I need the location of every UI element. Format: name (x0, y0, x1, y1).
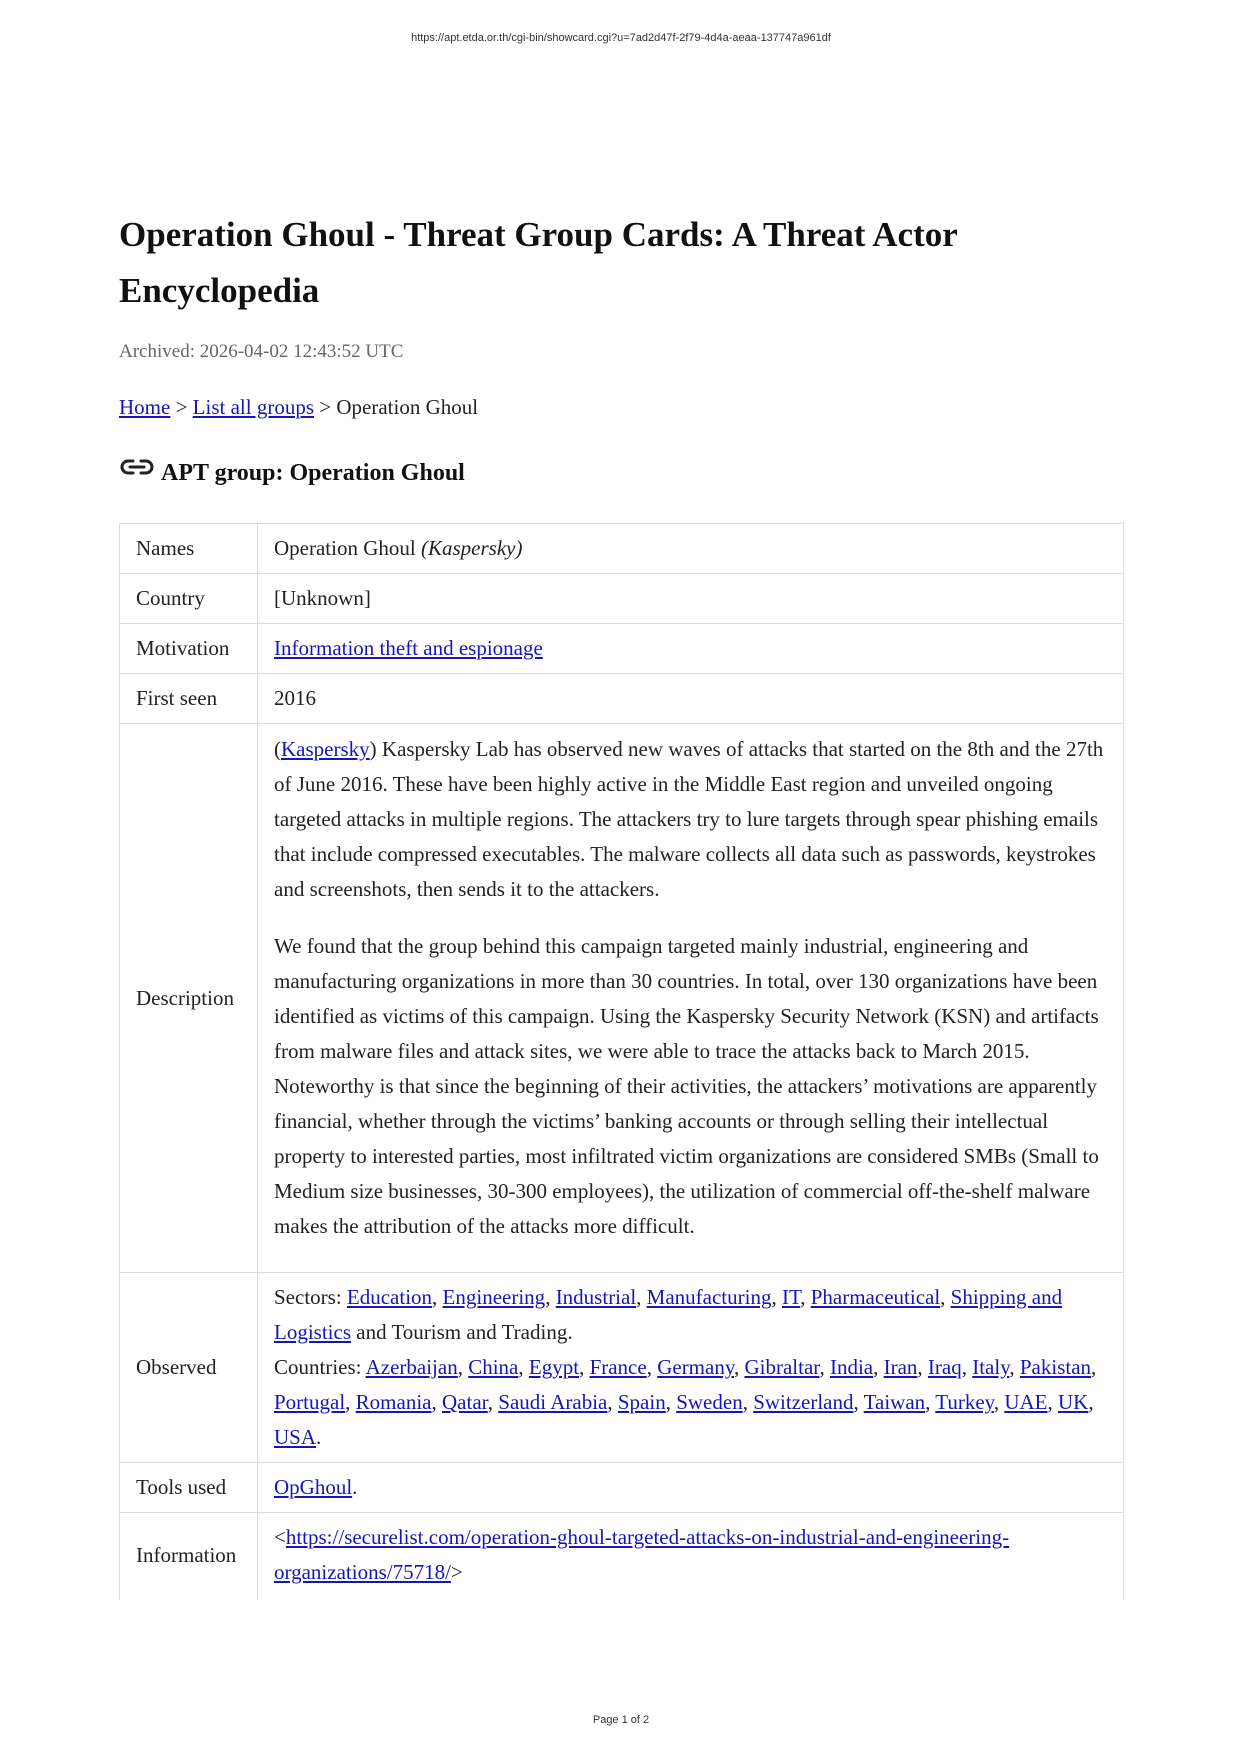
country-link[interactable]: France (589, 1355, 647, 1379)
country-link[interactable]: Qatar (442, 1390, 488, 1414)
archived-timestamp: Archived: 2026-04-02 12:43:52 UTC (119, 341, 404, 362)
list-separator: , (873, 1355, 884, 1379)
list-separator: , (432, 1285, 443, 1309)
apt-group-heading (119, 460, 465, 487)
tool-link-opghoul[interactable]: OpGhoul (274, 1475, 353, 1499)
list-separator: , (819, 1355, 830, 1379)
description-text-1: ) Kaspersky Lab has observed new waves of attacks that started on the 8th and the 27th of June 2016. These have been highly active in the Middle East region and unveiled ongoing targeted attacks in multiple regions. The attackers try to lure targets through spear phishing emails that include compressed executables. The malware collects all data such as passwords, keystrokes and screenshots, then sends it to the attackers. (274, 737, 1104, 901)
list-separator: , (1088, 1390, 1094, 1414)
list-separator: , (646, 1355, 658, 1379)
first-seen-value: 2016 (258, 674, 1124, 724)
country-link[interactable]: Gibraltar (744, 1355, 820, 1379)
list-separator: , (1091, 1355, 1097, 1379)
list-separator: , (636, 1285, 647, 1309)
sector-link[interactable]: Engineering (442, 1285, 546, 1309)
page-title: Operation Ghoul - Threat Group Cards: A Threat Actor Encyclopedia (119, 215, 958, 310)
sector-link[interactable]: Manufacturing (646, 1285, 772, 1309)
country-link[interactable]: Egypt (528, 1355, 580, 1379)
information-link[interactable]: https://securelist.com/operation-ghoul-targeted-attacks-on-industrial-and-engineering-organizations/75718/ (274, 1525, 1010, 1584)
list-separator: , (733, 1355, 745, 1379)
apt-group-title: APT group: Operation Ghoul (161, 460, 465, 486)
sector-link[interactable]: IT (781, 1285, 801, 1309)
breadcrumb-current: Operation Ghoul (336, 395, 479, 419)
observed-label: Observed (120, 1273, 258, 1463)
table-row-information (120, 1513, 1124, 1601)
description-paragraph-2: We found that the group behind this campaign targeted mainly industrial, engineering and manufacturing organizations in more than 30 countries. In total, over 130 organizations have been identified as victims of this campaign. Using the Kaspersky Security Network (KSN) and artifacts from malware files and attack sites, we were able to trace the attacks back to March 2015. Noteworthy is that since the beginning of their activities, the attackers’ motivations are apparently financial, whether through the victims’ banking accounts or through selling their intellectual property to interested parties, most infiltrated victim organizations are considered SMBs (Small to Medium size businesses, 30-300 employees), the utilization of commercial off-the-shelf malware makes the attribution of the attacks more difficult. (274, 934, 1099, 1238)
table-row-observed (120, 1273, 1124, 1463)
motivation-label: Motivation (120, 624, 258, 674)
description-label: Description (120, 724, 258, 1273)
information-label: Information (120, 1513, 258, 1601)
country-value: [Unknown] (258, 574, 1124, 624)
list-separator: , (993, 1390, 1005, 1414)
table-row-names (120, 524, 1124, 574)
list-separator: , (545, 1285, 556, 1309)
names-value (258, 524, 1124, 574)
sector-link[interactable]: Pharmaceutical (810, 1285, 941, 1309)
country-link[interactable]: Spain (617, 1390, 666, 1414)
breadcrumb-separator: > (170, 395, 193, 419)
list-separator: , (800, 1285, 811, 1309)
names-source: (Kaspersky) (420, 536, 523, 560)
observed-value (258, 1273, 1124, 1463)
country-link[interactable]: India (829, 1355, 874, 1379)
list-separator: , (853, 1390, 864, 1414)
list-separator: , (771, 1285, 782, 1309)
country-link[interactable]: Romania (355, 1390, 432, 1414)
country-link[interactable]: USA (274, 1425, 317, 1449)
list-separator: , (917, 1355, 928, 1379)
sectors-suffix: and Tourism and Trading. (351, 1320, 573, 1344)
breadcrumb-list-groups-link[interactable]: List all groups (192, 395, 314, 419)
countries-prefix: Countries: (274, 1355, 366, 1379)
countries-suffix: . (316, 1425, 322, 1449)
sector-link[interactable]: Shipping and Logistics (274, 1285, 1063, 1344)
description-paragraph-1 (274, 732, 1107, 907)
country-link[interactable]: Germany (657, 1355, 734, 1379)
list-separator: , (345, 1390, 356, 1414)
description-source-link[interactable]: Kaspersky (281, 737, 370, 761)
observed-sectors (274, 1280, 1107, 1350)
list-separator: , (487, 1390, 499, 1414)
names-label: Names (120, 524, 258, 574)
link-icon (119, 455, 155, 479)
breadcrumb-home-link[interactable]: Home (119, 395, 171, 419)
table-row-description (120, 724, 1124, 1273)
country-link[interactable]: Switzerland (753, 1390, 854, 1414)
angle-close: > (450, 1560, 463, 1584)
information-value (258, 1513, 1124, 1601)
list-separator: , (665, 1390, 677, 1414)
country-link[interactable]: Iraq (927, 1355, 962, 1379)
country-link[interactable]: Pakistan (1019, 1355, 1092, 1379)
table-row-tools (120, 1463, 1124, 1513)
country-link[interactable]: Turkey (935, 1390, 994, 1414)
countries-list (274, 1355, 1096, 1449)
list-separator: , (607, 1390, 618, 1414)
breadcrumb-separator: > (314, 395, 337, 419)
motivation-value (258, 624, 1124, 674)
country-link[interactable]: Saudi Arabia (498, 1390, 608, 1414)
table-row-motivation (120, 624, 1124, 674)
list-separator: , (518, 1355, 529, 1379)
country-link[interactable]: China (468, 1355, 519, 1379)
description-value (258, 724, 1124, 1273)
angle-open: < (274, 1525, 286, 1549)
country-link[interactable]: Taiwan (863, 1390, 926, 1414)
list-separator: , (431, 1390, 442, 1414)
list-separator: , (457, 1355, 469, 1379)
list-separator: , (940, 1285, 951, 1309)
list-separator: , (925, 1390, 936, 1414)
tools-suffix: . (352, 1475, 358, 1499)
list-separator: , (1047, 1390, 1058, 1414)
sector-link[interactable]: Industrial (555, 1285, 637, 1309)
list-separator: , (1009, 1355, 1020, 1379)
country-link[interactable]: Sweden (676, 1390, 743, 1414)
names-text: Operation Ghoul (274, 536, 421, 560)
sector-link[interactable]: Education (346, 1285, 433, 1309)
country-link[interactable]: Iran (883, 1355, 918, 1379)
list-separator: , (742, 1390, 754, 1414)
country-link[interactable]: UK (1058, 1390, 1089, 1414)
tools-value (258, 1463, 1124, 1513)
country-link[interactable]: Portugal (274, 1390, 346, 1414)
paren-open: ( (274, 737, 281, 761)
source-url: https://apt.etda.or.th/cgi-bin/showcard.cgi?u=7ad2d47f-2f79-4d4a-aeaa-137747a961df (411, 32, 831, 44)
page-number: Page 1 of 2 (592, 1714, 650, 1726)
first-seen-label: First seen (120, 674, 258, 724)
motivation-link[interactable]: Information theft and espionage (274, 636, 543, 660)
table-row-country (120, 574, 1124, 624)
country-link[interactable]: UAE (1004, 1390, 1048, 1414)
country-label: Country (120, 574, 258, 624)
observed-countries (274, 1350, 1107, 1455)
country-link[interactable]: Azerbaijan (365, 1355, 458, 1379)
tools-label: Tools used (120, 1463, 258, 1513)
group-card-table (119, 523, 1124, 1600)
sectors-prefix: Sectors: (274, 1285, 347, 1309)
breadcrumb (119, 395, 478, 420)
list-separator: , (579, 1355, 590, 1379)
country-link[interactable]: Italy (972, 1355, 1010, 1379)
list-separator: , (961, 1355, 973, 1379)
table-row-first-seen (120, 674, 1124, 724)
